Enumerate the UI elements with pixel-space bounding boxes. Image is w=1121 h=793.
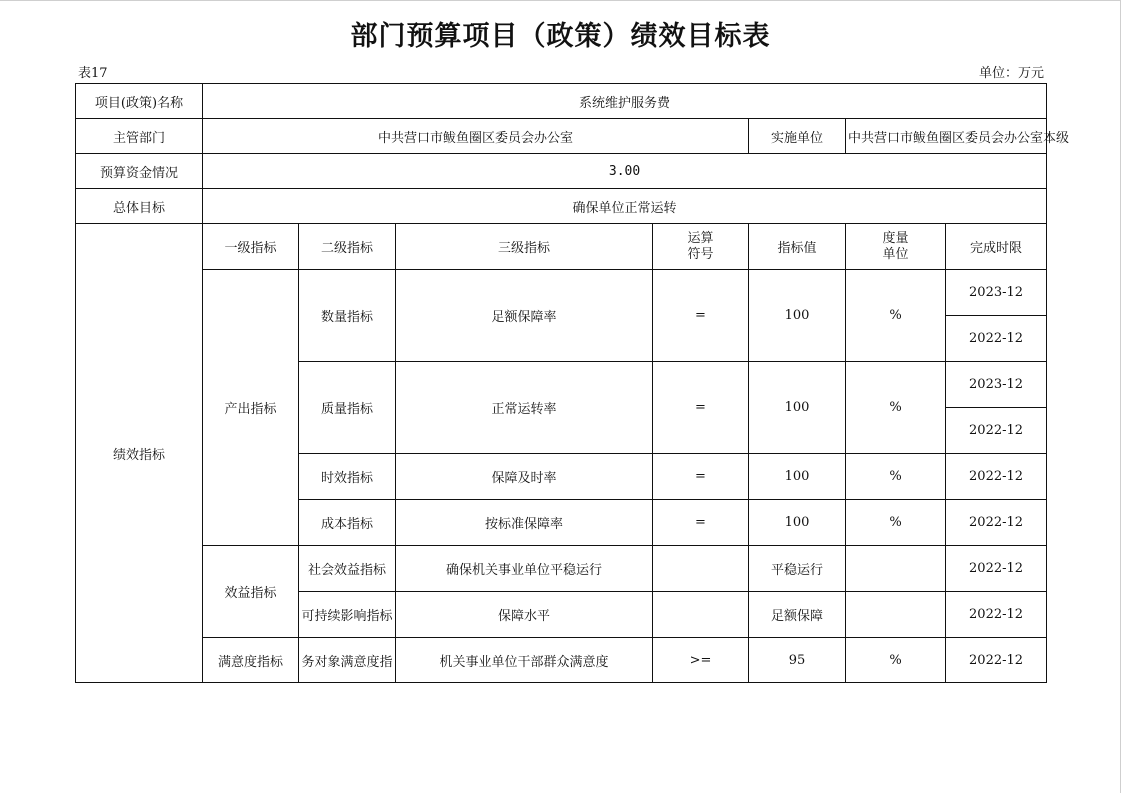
row-overall-goal [76, 189, 1047, 224]
quality-deadline-1: 2023-12 [946, 362, 1047, 408]
page-title: 部门预算项目（政策）绩效目标表 [350, 21, 771, 52]
group-output: 产出指标 [203, 270, 299, 546]
row-indicator-headers [76, 224, 1047, 270]
quality-operator: = [653, 362, 749, 454]
header-unit [846, 224, 946, 270]
sustain-operator [653, 592, 749, 638]
sustain-deadline: 2022-12 [946, 592, 1047, 638]
header-unit-line2: 单位 [882, 246, 909, 262]
social-level3: 确保机关事业单位平稳运行 [396, 546, 653, 592]
group-benefit: 效益指标 [203, 546, 299, 638]
quality-value: 100 [749, 362, 846, 454]
header-level1: 一级指标 [203, 224, 299, 270]
social-level2: 社会效益指标 [299, 546, 396, 592]
overall-goal-value: 确保单位正常运转 [203, 189, 1047, 224]
row-project-name [76, 84, 1047, 119]
service-operator: >= [653, 638, 749, 683]
social-value: 平稳运行 [749, 546, 846, 592]
header-unit-line1: 度量 [882, 230, 909, 246]
implementing-unit-value: 中共营口市鲅鱼圈区委员会办公室本级 [846, 119, 1047, 154]
sustain-level2: 可持续影响指标 [299, 592, 396, 638]
cost-value: 100 [749, 500, 846, 546]
project-name-value: 系统维护服务费 [203, 84, 1047, 119]
quality-unit: % [846, 362, 946, 454]
header-operator [653, 224, 749, 270]
service-level2: 务对象满意度指 [299, 638, 396, 683]
quantity-deadline-1: 2023-12 [946, 270, 1047, 316]
cost-level3: 按标准保障率 [396, 500, 653, 546]
header-value: 指标值 [749, 224, 846, 270]
department-value: 中共营口市鲅鱼圈区委员会办公室 [203, 119, 749, 154]
quality-level3: 正常运转率 [396, 362, 653, 454]
budget-label: 预算资金情况 [76, 154, 203, 189]
quality-deadline-2: 2022-12 [946, 408, 1047, 454]
quantity-level3: 足额保障率 [396, 270, 653, 362]
group-satisfaction: 满意度指标 [203, 638, 299, 683]
cost-unit: % [846, 500, 946, 546]
performance-indicators-label: 绩效指标 [76, 224, 203, 683]
cost-level2: 成本指标 [299, 500, 396, 546]
service-level3: 机关事业单位干部群众满意度 [396, 638, 653, 683]
header-operator-line2: 符号 [687, 246, 714, 262]
overall-goal-label: 总体目标 [76, 189, 203, 224]
quality-level2: 质量指标 [299, 362, 396, 454]
top-border [0, 0, 1121, 1]
row-quantity-1 [76, 270, 1047, 316]
implementing-unit-label: 实施单位 [749, 119, 846, 154]
quantity-value: 100 [749, 270, 846, 362]
service-unit: % [846, 638, 946, 683]
row-social-benefit [76, 546, 1047, 592]
project-name-label: 项目(政策)名称 [76, 84, 203, 119]
quantity-operator: = [653, 270, 749, 362]
unit-label: 单位：万元 [978, 66, 1044, 81]
timeliness-level3: 保障及时率 [396, 454, 653, 500]
budget-value: 3.00 [203, 154, 1047, 189]
sustain-unit [846, 592, 946, 638]
header-level2: 二级指标 [299, 224, 396, 270]
social-operator [653, 546, 749, 592]
service-value: 95 [749, 638, 846, 683]
sustain-level3: 保障水平 [396, 592, 653, 638]
header-deadline: 完成时限 [946, 224, 1047, 270]
timeliness-value: 100 [749, 454, 846, 500]
timeliness-level2: 时效指标 [299, 454, 396, 500]
row-satisfaction [76, 638, 1047, 683]
row-budget [76, 154, 1047, 189]
row-department [76, 119, 1047, 154]
timeliness-deadline: 2022-12 [946, 454, 1047, 500]
table-number: 表17 [78, 66, 108, 81]
performance-goal-table [75, 83, 1070, 683]
social-deadline: 2022-12 [946, 546, 1047, 592]
sustain-value: 足额保障 [749, 592, 846, 638]
quantity-unit: % [846, 270, 946, 362]
timeliness-unit: % [846, 454, 946, 500]
quantity-deadline-2: 2022-12 [946, 316, 1047, 362]
quantity-level2: 数量指标 [299, 270, 396, 362]
department-label: 主管部门 [76, 119, 203, 154]
cost-operator: = [653, 500, 749, 546]
cost-deadline: 2022-12 [946, 500, 1047, 546]
timeliness-operator: = [653, 454, 749, 500]
service-deadline: 2022-12 [946, 638, 1047, 683]
header-operator-line1: 运算 [687, 230, 714, 246]
header-level3: 三级指标 [396, 224, 653, 270]
social-unit [846, 546, 946, 592]
